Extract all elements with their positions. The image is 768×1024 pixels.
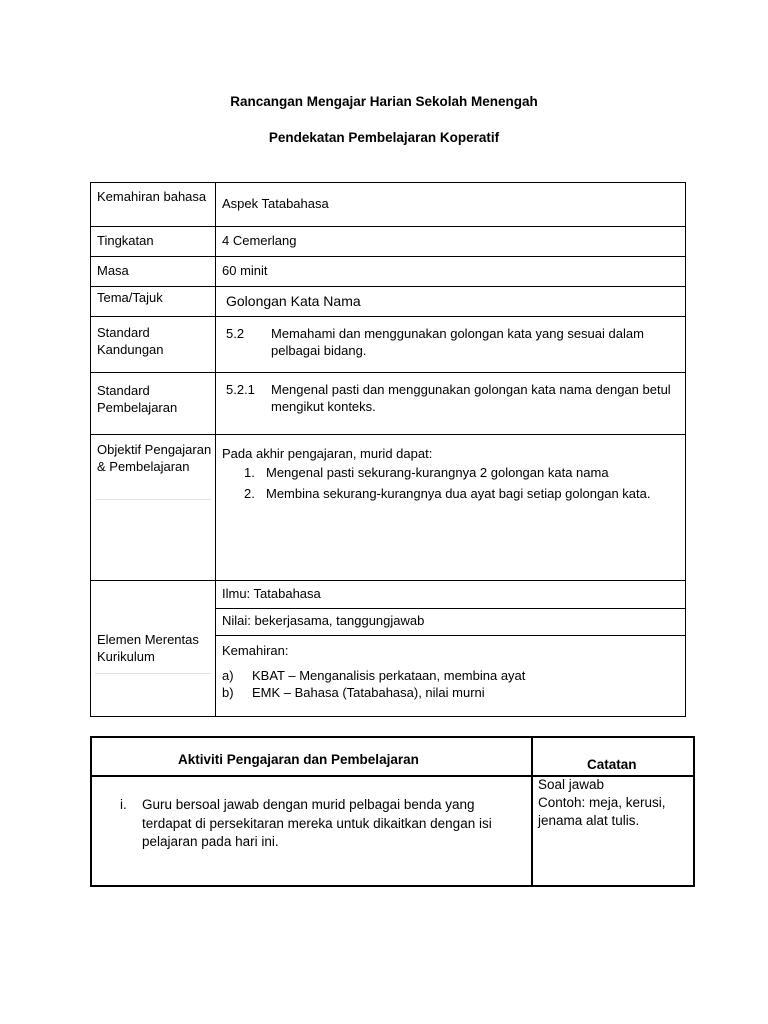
note-line: Soal jawab (538, 777, 605, 792)
objektif-list (222, 462, 677, 504)
header-notes: Catatan (587, 757, 637, 772)
list-item-text: Membina sekurang-kurangnya dua ayat bagi setiap golongan kata. (266, 486, 651, 501)
standard-pembelajaran-text: Mengenal pasti dan menggunakan golongan kata nama dengan betul mengikut konteks. (271, 382, 671, 414)
kemahiran-item (222, 684, 677, 701)
activity-row-note (538, 776, 693, 830)
value-standard-kandungan (226, 325, 671, 359)
kemahiran-item (222, 667, 677, 684)
kemahiran-item-marker: b) (222, 685, 234, 700)
label-objektif: Objektif Pengajaran & Pembelajaran (97, 442, 212, 474)
row-divider (215, 635, 685, 636)
value-objektif (222, 445, 677, 504)
standard-kandungan-text: Memahami dan menggunakan golongan kata yang sesuai dalam pelbagai bidang. (271, 326, 644, 358)
activity-row-number: i. (120, 797, 127, 812)
lesson-details-table (90, 182, 686, 717)
document-subtitle: Pendekatan Pembelajaran Koperatif (268, 130, 500, 145)
value-ilmu: Ilmu: Tatabahasa (222, 586, 321, 601)
activity-row-text: Guru bersoal jawab dengan murid pelbagai benda yang terdapat di persekitaran mereka untuk dikaitkan dengan isi pelajaran pada hari ini. (142, 797, 492, 849)
kemahiran-item-text: EMK – Bahasa (Tatabahasa), nilai murni (252, 685, 485, 700)
standard-pembelajaran-code: 5.2.1 (226, 382, 255, 397)
value-nilai: Nilai: bekerjasama, tanggungjawab (222, 613, 425, 628)
activity-row (120, 796, 520, 852)
label-masa: Masa (97, 263, 129, 278)
activity-table (90, 736, 695, 887)
row-divider (215, 608, 685, 609)
value-standard-pembelajaran (226, 381, 671, 415)
value-tema-tajuk: Golongan Kata Nama (226, 293, 361, 309)
row-divider (91, 316, 685, 317)
document-title: Rancangan Mengajar Harian Sekolah Menengah (230, 94, 538, 109)
label-standard-kandungan: Standard Kandungan (97, 325, 164, 357)
label-elemen-merentas-kurikulum: Elemen Merentas Kurikulum (97, 632, 199, 664)
value-kemahiran-bahasa: Aspek Tatabahasa (222, 196, 329, 211)
standard-kandungan-code: 5.2 (226, 326, 245, 341)
kemahiran-item-text: KBAT – Menganalisis perkataan, membina ayat (252, 668, 526, 683)
list-item-text: Mengenal pasti sekurang-kurangnya 2 golongan kata nama (266, 465, 609, 480)
row-divider (91, 580, 685, 581)
row-divider (91, 434, 685, 435)
label-tema-tajuk: Tema/Tajuk (97, 290, 163, 305)
column-divider (215, 183, 216, 716)
kemahiran-label: Kemahiran: (222, 643, 289, 658)
value-kemahiran (222, 642, 677, 701)
note-line: Contoh: meja, kerusi, jenama alat tulis. (538, 795, 666, 828)
label-tingkatan: Tingkatan (97, 233, 154, 248)
objektif-intro: Pada akhir pengajaran, murid dapat: (222, 446, 433, 461)
list-item (244, 483, 677, 504)
faint-divider (95, 673, 211, 674)
label-standard-pembelajaran: Standard Pembelajaran (97, 383, 178, 415)
label-kemahiran-bahasa: Kemahiran bahasa (97, 189, 207, 204)
kemahiran-item-marker: a) (222, 668, 234, 683)
column-divider (531, 738, 533, 885)
faint-divider (95, 499, 211, 500)
list-item-number: 1. (244, 465, 255, 480)
row-divider (91, 226, 685, 227)
header-activity: Aktiviti Pengajaran dan Pembelajaran (178, 752, 419, 767)
list-item-number: 2. (244, 486, 255, 501)
value-tingkatan: 4 Cemerlang (222, 233, 297, 248)
row-divider (91, 286, 685, 287)
value-masa: 60 minit (222, 263, 268, 278)
row-divider (91, 372, 685, 373)
list-item (244, 462, 677, 483)
row-divider (91, 256, 685, 257)
